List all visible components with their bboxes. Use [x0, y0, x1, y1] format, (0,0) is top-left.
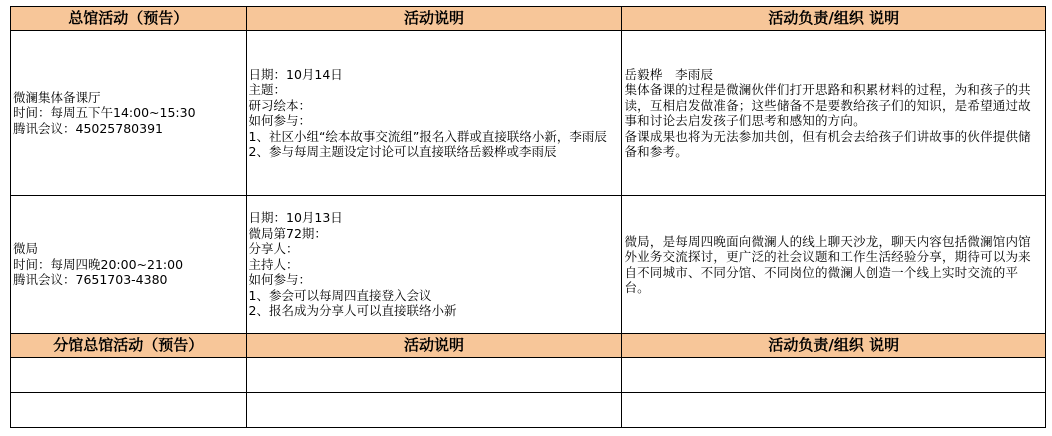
empty-row [11, 393, 1046, 428]
responsible-line: 微局，是每周四晚面向微澜人的线上聊天沙龙，聊天内容包括微澜馆内馆外业务交流探讨，更广泛的社会议题和工作生活经验分享，期待可以为来自不同城市、不同分馆、不同岗位的微澜人创造一个线上实时交流的平台。 [624, 233, 1031, 295]
description-line: 2、参与每周主题设定讨论可以直接联络岳毅桦或李雨辰 [248, 144, 557, 159]
responsible-line: 备课成果也将为无法参加共创，但有机会去给孩子们讲故事的伙伴提供储备和参考。 [624, 128, 1031, 159]
description-line: 研习绘本： [248, 97, 312, 113]
empty-cell [622, 393, 1046, 428]
header-row-branch [11, 334, 1046, 358]
responsible-cell [622, 31, 1046, 196]
description-line: 1、社区小组“绘本故事交流组”报名入群或直接联络小新，李雨辰 [248, 128, 607, 144]
header-row-main [11, 7, 1046, 31]
responsible-cell [622, 196, 1046, 334]
description-line: 分享人： [248, 241, 299, 257]
description-line: 1、参会可以每周四直接登入会议 [248, 287, 432, 303]
activity-name: 微局 [13, 241, 39, 257]
table-row [11, 196, 1046, 334]
responsible-line: 集体备课的过程是微澜伙伴们打开思路和积累材料的过程，为和孩子的共读，互相启发做准备；这些储备不是要教给孩子们的知识，是希望通过故事和讨论去启发孩子们思考和感知的方向。 [624, 82, 1031, 128]
description-line: 如何参与： [248, 272, 312, 288]
header-branch-responsible: 活动负责/组织 说明 [622, 334, 1046, 358]
description-line: 2、报名成为分享人可以直接联络小新 [248, 303, 457, 319]
activity-cell [11, 196, 247, 334]
empty-row [11, 358, 1046, 393]
empty-cell [246, 393, 622, 428]
empty-cell [246, 358, 622, 393]
description-line: 日期：10月13日 [248, 210, 343, 226]
description-line: 主题： [248, 82, 287, 97]
description-cell [246, 31, 622, 196]
header-branch-description: 活动说明 [246, 334, 622, 358]
description-line: 如何参与： [248, 113, 312, 128]
empty-cell [622, 358, 1046, 393]
activity-time: 时间：每周五下午14:00~15:30 [13, 105, 196, 121]
description-line: 微局第72期： [248, 225, 327, 241]
responsible-line: 岳毅桦 李雨辰 [624, 66, 714, 82]
header-main-description: 活动说明 [246, 7, 622, 31]
activity-meeting-id: 腾讯会议：45025780391 [13, 120, 163, 136]
header-branch-activity: 分馆总馆活动（预告） [11, 334, 247, 358]
activity-cell [11, 31, 247, 196]
activity-table [10, 6, 1046, 428]
header-main-activity: 总馆活动（预告） [11, 7, 247, 31]
activity-time: 时间：每周四晚20:00~21:00 [13, 256, 184, 272]
header-main-responsible: 活动负责/组织 说明 [622, 7, 1046, 31]
activity-meeting-id: 腾讯会议：7651703-4380 [13, 272, 168, 288]
description-cell [246, 196, 622, 334]
activity-name: 微澜集体备课厅 [13, 89, 101, 105]
empty-cell [11, 393, 247, 428]
table-row [11, 31, 1046, 196]
description-line: 日期：10月14日 [248, 66, 343, 82]
empty-cell [11, 358, 247, 393]
description-line: 主持人： [248, 256, 299, 272]
